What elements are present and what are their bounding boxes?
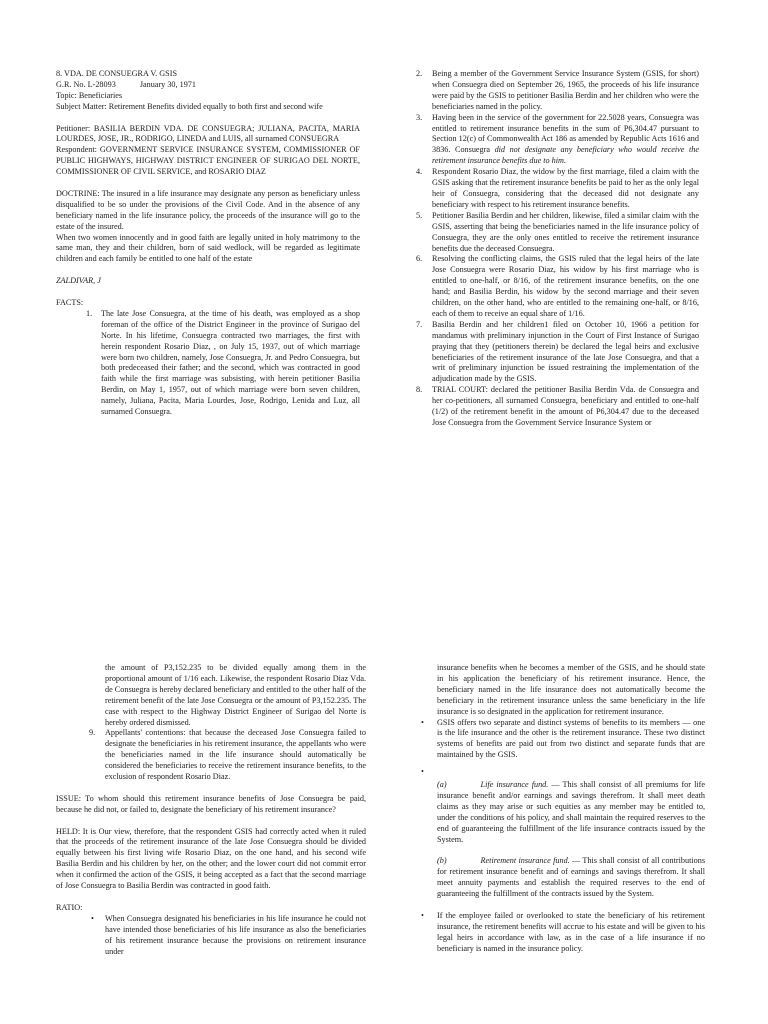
case-number-line — [56, 80, 360, 91]
petitioner: Petitioner: BASILIA BERDIN VDA. DE CONSUEGRA; JULIANA, PACITA, MARIA LOURDES, JOSE, JR., RODRIGO, LINEDA and LUIS, all surnamed CONSUEGRA — [56, 123, 360, 144]
fund-a-text: — This shall consist of all premiums for life insurance benefit and/or earnings and savings therefrom. It shall meet death claims as they may arise or such equities as any member may be entitled to, under the conditions of his policy, and shall maintain the required reserves to the end of guaranteeing the fulfillment of the life insurance contracts issued by the System. — [437, 780, 705, 844]
bullet-icon: • — [421, 910, 424, 920]
bullet-icon: • — [421, 717, 424, 727]
page1-right-column — [405, 69, 699, 429]
document-page-2 — [0, 652, 768, 1024]
case-title: 8. VDA. DE CONSUEGRA V. GSIS — [56, 69, 178, 78]
fact-number: 5. — [416, 210, 423, 220]
ratio-bullet-3 — [415, 767, 705, 778]
ponente: ZALDIVAR, J — [56, 276, 101, 286]
fact-text: Petitioner Basilia Berdin and her children, likewise, filed a similar claim with the GSIS, asserting that being the beneficiaries named in the life insurance policy of Consuegra, they are the only ones entitled to receive the retirement insurance benefits due the deceased Consuegra. — [432, 210, 699, 253]
fund-b-label: (b) — [437, 856, 447, 866]
ratio-bullet-1-continued: insurance benefits when he becomes a member of the GSIS, and he should state in his application the beneficiary of his retirement insurance. Hence, the beneficiary named in the life insurance does not automatically become the beneficiary in the retirement insurance unless the same beneficiary in the life insurance is so designated in the application for retirement insurance. — [437, 663, 705, 716]
fact-number: 3. — [416, 112, 423, 122]
page2-right-column — [415, 663, 705, 955]
fact-number: 7. — [416, 319, 423, 329]
page1-left-column — [56, 69, 360, 418]
fact-text: Being a member of the Government Service Insurance System (GSIS, for short) when Consuegra died on September 26, 1965, the proceeds of his life insurance were paid by the GSIS to petitioner Basilia Berdin and her children who were the beneficiaries named in the policy. — [432, 69, 699, 111]
fact-item-8-continued: the amount of P3,152.235 to be divided equally among them in the proportional amount of 1/16 each. Likewise, the respondent Rosario Diaz Vda. de Consuegra is hereby declared beneficiary and entitled to the other half of the retirement benefit of the late Jose Consuegra or the amount of P3,152.235. The case with respect to the Highway District Engineer of Surigao del Norte is hereby ordered dismissed. — [105, 663, 366, 727]
fact-item-5 — [405, 211, 699, 255]
fact-item-3 — [405, 113, 699, 168]
ratio-text: When Consuegra designated his beneficiaries in his life insurance he could not have intended those beneficiaries of his life insurance as also the beneficiaries of his retirement insurance because the provisions on retirement insurance under — [105, 913, 366, 956]
fact-text: Appellants' contentions: that because the deceased Jose Consuegra failed to designate the beneficiaries in his retirement insurance, the appellants who were the beneficiaries named in the life insurance should automatically be considered the beneficiaries to receive the retirement insurance benefits, to the exclusion of respondent Rosario Diaz. — [105, 728, 366, 782]
doctrine-paragraph-2: When two women innocently and in good faith are legally united in holy matrimony to the same man, they and their children, born of said wedlock, will be regarded as legitimate children and each family be entitled to one half of the estate — [56, 232, 360, 264]
ratio-text: If the employee failed or overlooked to state the beneficiary of his retirement insurance, the retirement benefits will accrue to his estate and will be given to his legal heirs in accordance with law, as in the case of a life insurance if no beneficiary is named in the insurance policy. — [437, 910, 705, 953]
bullet-icon: • — [91, 913, 94, 923]
ratio-text: GSIS offers two separate and distinct systems of benefits to its members — one is the life insurance and the other is the retirement insurance. These two distinct systems of benefits are paid out from two distinct and separate funds that are maintained by the GSIS. — [437, 717, 705, 760]
fact-item-4 — [405, 167, 699, 211]
page2-left-column — [56, 663, 366, 957]
fact-item-6 — [405, 254, 699, 319]
topic: Topic: Beneficiaries — [56, 90, 123, 100]
gr-number: G.R. No. L-28093 — [56, 79, 116, 89]
respondent: Respondent: GOVERNMENT SERVICE INSURANCE SYSTEM, COMMISSIONER OF PUBLIC HIGHWAYS, HIGHWAY DISTRICT ENGINEER OF SURIGAO DEL NORTE, COMMISSIONER OF CIVIL SERVICE, and ROSARIO DIAZ — [56, 145, 360, 177]
held-paragraph: HELD: It is Our view, therefore, that the respondent GSIS had correctly acted when it ruled that the proceeds of the retirement insurance of the late Jose Consuegra should be divided equally between his first living wife Rosario Diaz, on the one hand, and his second wife Basilia Berdin and his children by her, on the other; and the lower court did not commit error when it confirmed the action of the GSIS, it being accepted as a fact that the second marriage of Jose Consuegra to Basilia Berdin was contracted in good faith. — [56, 826, 366, 891]
fact-text: TRIAL COURT: declared the petitioner Basilia Berdin Vda. de Consuegra and her co-petitioners, all surnamed Consuegra, beneficiary and entitled to one-half (1/2) of the retirement benefit in the amount of P6,304.47 due to the deceased Jose Consuegra from the Government Service Insurance System or — [432, 385, 699, 427]
fact-text: Respondent Rosario Diaz, the widow by the first marriage, filed a claim with the GSIS asking that the retirement insurance benefits be paid to her as the only legal heir of Consuegra, considering that the deceased did not designate any beneficiary with respect to his retirement insurance benefits. — [432, 167, 699, 209]
subject-matter: Subject Matter: Retirement Benefits divided equally to both first and second wife — [56, 101, 323, 111]
fund-a-paragraph — [415, 780, 705, 845]
fact-text-italic: did not designate any beneficiary who would receive the retirement insurance benefits due to him. — [432, 145, 699, 166]
fact-number: 6. — [416, 254, 423, 264]
fact-number: 1. — [86, 308, 93, 318]
doctrine-paragraph-1: DOCTRINE: The insured in a life insurance may designate any person as beneficiary unless disqualified to be so under the provisions of the Civil Code. And in the absence of any beneficiary named in the life insurance policy, the proceeds of the insurance will go to the estate of the insured. — [56, 188, 360, 231]
fact-number: 8. — [416, 385, 423, 395]
fact-item-7 — [405, 320, 699, 385]
fund-b-paragraph — [415, 856, 705, 900]
fund-a-title: Life insurance fund. — [480, 780, 549, 790]
fact-number: 4. — [416, 167, 423, 177]
fact-item-1 — [56, 309, 360, 418]
fund-a-label: (a) — [437, 780, 447, 790]
fact-item-9 — [56, 728, 366, 783]
fund-b-text: — This shall consist of all contributions for retirement insurance benefit and of earnings and savings therefrom. It shall meet annuity payments and establish the required reserves to the end of guaranteeing the fulfillment of the contracts issued by the System. — [437, 856, 706, 899]
issue-paragraph: ISSUE: To whom should this retirement insurance benefits of Jose Consuegra be paid, because he did not, or failed to, designate the beneficiary of his retirement insurance? — [56, 793, 366, 814]
fund-b-title: Retirement insurance fund. — [480, 856, 570, 866]
ratio-heading: RATIO: — [56, 902, 83, 912]
facts-heading: FACTS: — [56, 297, 84, 307]
fact-text: Resolving the conflicting claims, the GSIS ruled that the legal heirs of the late Jose Consuegra were Rosario Diaz, his widow by his first marriage who is entitled to one-half, or 8/16, of the retirement insurance benefits, on the one hand; and Basilia Berdin, his widow by the second marriage and their seven children, on the other hand, who are entitled to the remaining one-half, or 8/16, each of them to receive an equal share of 1/16. — [432, 254, 699, 318]
ratio-bullet-4 — [415, 911, 705, 955]
ratio-bullet-1 — [56, 914, 366, 958]
fact-text: Having been in the service of the government for 22.5028 years, Consuegra was entitled to retirement insurance benefits in the sum of P6,304.47 pursuant to Section 12(c) of Commonwealth Act 186 as amended by Republic Acts 1616 and 3836. Consuegra — [432, 112, 699, 155]
fact-number: 2. — [416, 69, 423, 78]
ratio-bullet-2 — [415, 718, 705, 762]
fact-text: The late Jose Consuegra, at the time of his death, was employed as a shop foreman of the office of the District Engineer in the province of Surigao del Norte. In his lifetime, Consuegra contracted two marriages, the first with herein respondent Rosario Diaz, , on July 15, 1937, out of which marriage were born two children, namely, Jose Consuegra, Jr. and Pedro Consuegra, but both predeceased their father; and the second, which was contracted in good faith while the first marriage was subsisting, with herein petitioner Basilia Berdin, on May 1, 1957, out of which marriage were born seven children, namely, Juliana, Pacita, Maria Lourdes, Jose, Rodrigo, Lenida and Luz, all surnamed Consuegra. — [101, 308, 360, 417]
fact-number: 9. — [89, 728, 96, 738]
fact-text: Basilia Berdin and her children1 filed on October 10, 1966 a petition for mandamus with preliminary injunction in the Court of First Instance of Surigao praying that they (petitioners therein) be declared the legal heirs and exclusive beneficiaries of the retirement insurance of the late Jose Consuegra, and that a writ of preliminary injunction be issued restraining the implementation of the adjudication made by the GSIS. — [432, 319, 699, 384]
bullet-icon: • — [421, 767, 424, 777]
decision-date: January 30, 1971 — [139, 79, 196, 89]
fact-item-8 — [405, 385, 699, 429]
fact-item-2 — [405, 69, 699, 113]
